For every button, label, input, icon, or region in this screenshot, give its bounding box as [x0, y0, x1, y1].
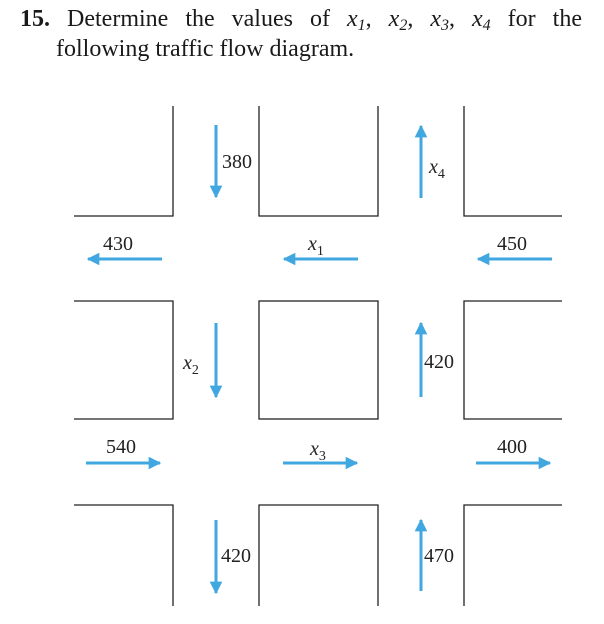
label-450: 450: [497, 233, 527, 255]
label-540: 540: [106, 436, 136, 458]
street-outlines: [74, 106, 562, 606]
block-middle-left: [74, 301, 173, 419]
problem-number: 15.: [20, 6, 50, 32]
label-470: 470: [424, 545, 454, 567]
label-400: 400: [497, 436, 527, 458]
block-top-right: [464, 106, 562, 216]
block-middle-right: [464, 301, 562, 419]
var-x4: $x_4$: [472, 6, 491, 34]
var-x1: $x_1$: [346, 6, 366, 34]
block-top-middle: [259, 106, 378, 216]
label-x3: $x_3$: [310, 438, 326, 464]
label-420-middle: 420: [424, 351, 454, 373]
var-x3: $x_3$: [430, 6, 449, 34]
problem-text-tail: for the: [507, 6, 582, 32]
block-bottom-middle: [259, 505, 378, 606]
problem-text-1: Determine the values of: [67, 6, 330, 32]
label-420-bottom: 420: [221, 545, 251, 567]
flow-arrows: [86, 125, 552, 593]
label-380: 380: [222, 151, 252, 173]
label-430: 430: [103, 233, 133, 255]
label-x1: $x_1$: [308, 233, 324, 259]
problem-line-2: following traffic flow diagram.: [56, 36, 355, 62]
block-bottom-left: [74, 505, 173, 606]
block-center: [259, 301, 378, 419]
var-x2: $x_2$: [388, 6, 408, 34]
label-x2: $x_2$: [183, 352, 199, 378]
block-top-left: [74, 106, 173, 216]
block-bottom-right: [464, 505, 562, 606]
label-x4: $x_4$: [429, 156, 445, 182]
problem-line-1: 15. Determine the values of $x_1$, $x_2$, $x_3$, $x_4$ for the: [20, 6, 582, 34]
